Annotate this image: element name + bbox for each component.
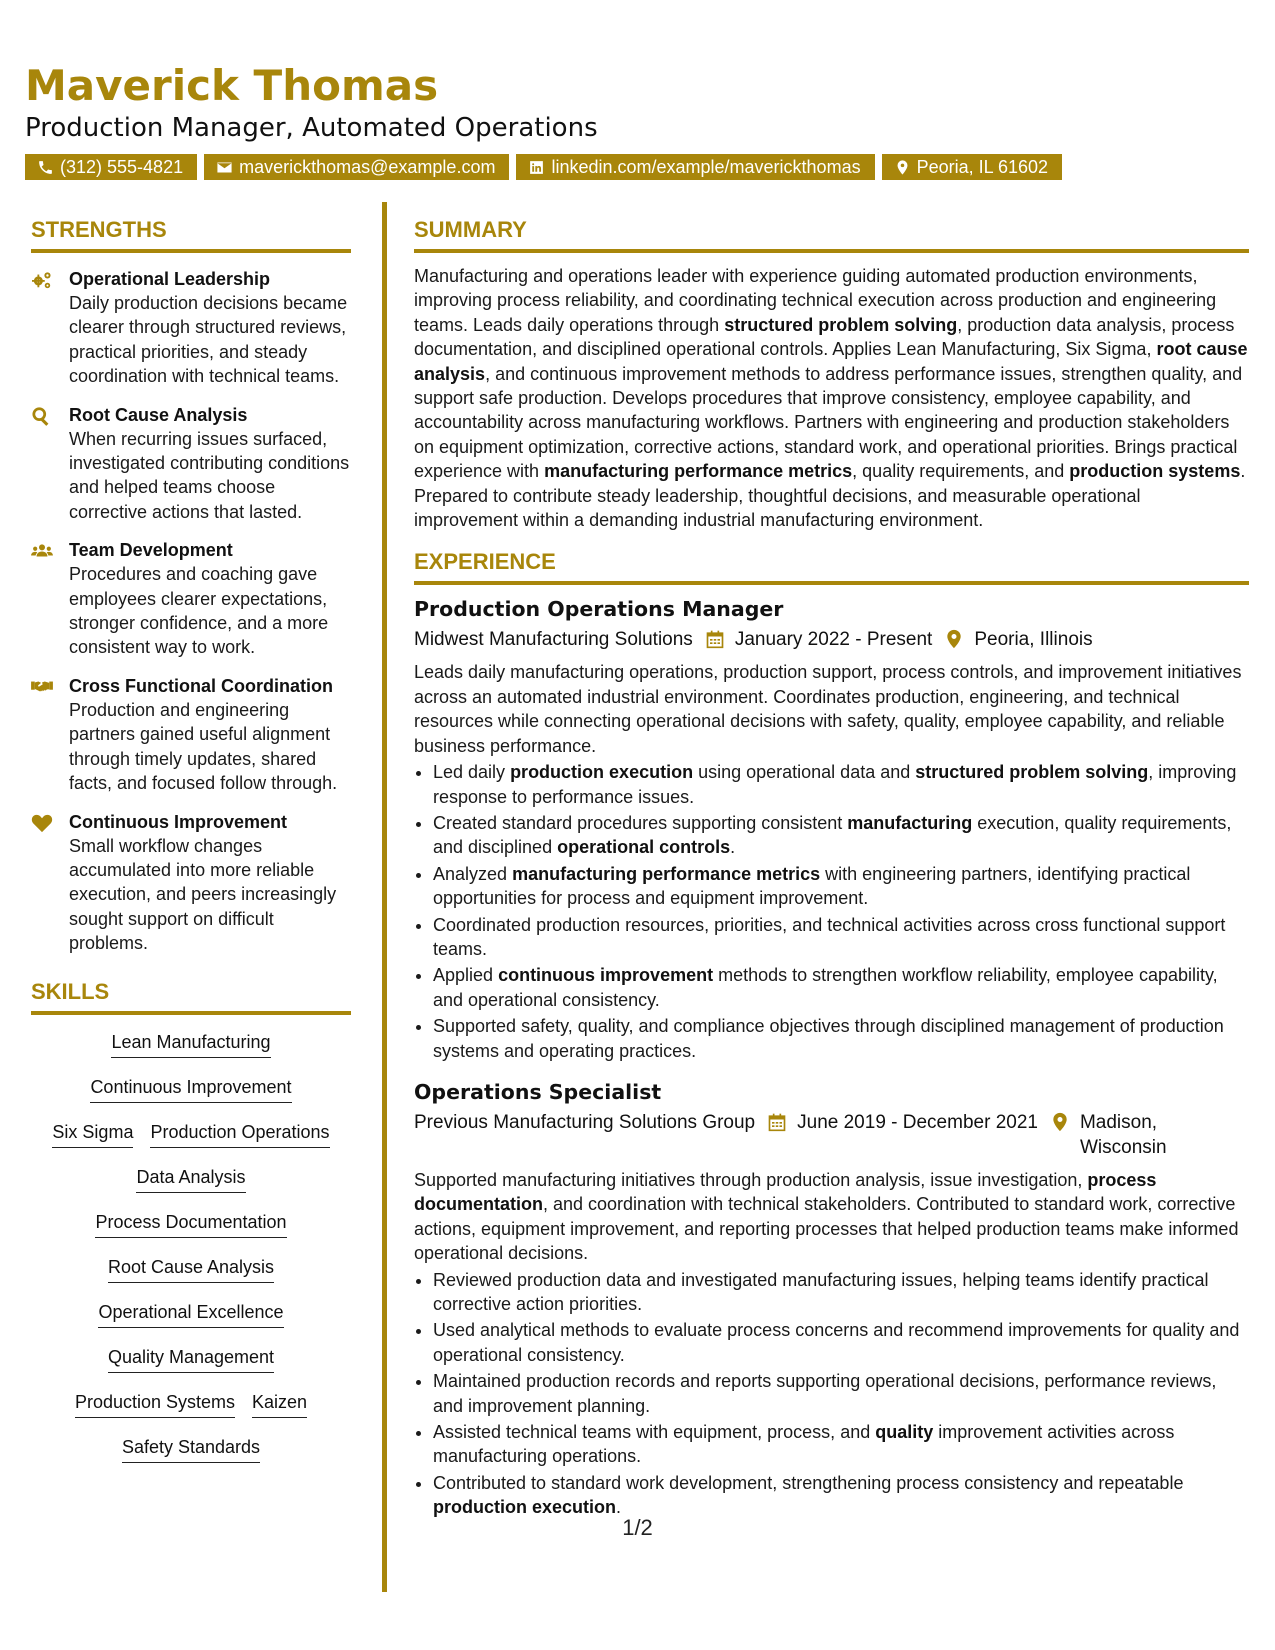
skill-tag: Quality Management <box>108 1346 274 1373</box>
emphasis-text: production execution <box>433 1497 617 1518</box>
strength-title: Root Cause Analysis <box>69 404 248 425</box>
text-run: , and continuous improvement methods to address performance issues, strengthen quality, and support safe production. Develops procedures that improve consistency, employee capability, and accountability across manufacturing workflows. Partners with engineering and production stakeholders on equipment optimization, corrective actions, standard work, and operational priorities. Brings practical experience with <box>414 363 1243 482</box>
job-entry <box>414 1077 1249 1520</box>
column-divider <box>382 202 387 1592</box>
strength-item <box>31 267 351 389</box>
text-run: Created standard procedures supporting consistent <box>433 812 848 833</box>
emphasis-text: quality <box>875 1422 934 1443</box>
text-run: with engineering partners, identifying practical opportunities for process and equipment improvement. <box>433 863 1191 909</box>
text-run: Applied <box>433 965 499 986</box>
strength-title: Team Development <box>69 540 233 561</box>
bullet-item <box>433 1014 1249 1063</box>
bullet-item <box>433 963 1249 1012</box>
skills-heading: SKILLS <box>31 978 351 1015</box>
job-entry <box>414 594 1249 1063</box>
phone-icon <box>37 159 54 176</box>
emphasis-text: manufacturing <box>847 812 973 833</box>
text-run: Manufacturing and operations leader with experience guiding automated production environments, improving process reliability, and coordinating technical execution across production and engineering teams. Leads daily operations through <box>414 266 1217 335</box>
location-text: Peoria, IL 61602 <box>916 157 1049 177</box>
bullet-item <box>433 760 1249 809</box>
text-run: Coordinated production resources, priorities, and technical activities across cross functional support teams. <box>433 914 1226 959</box>
email-text: maverickthomas@example.com <box>239 157 496 177</box>
calendar-icon <box>705 629 725 649</box>
left-column <box>31 216 351 1463</box>
text-run: Contributed to standard work development, strengthening process consistency and repeatable <box>433 1472 1184 1493</box>
job-location: Peoria, Illinois <box>974 629 1093 651</box>
strength-desc: Daily production decisions became clearer through structured reviews, practical priorities, and steady coordination with technical teams. <box>69 293 348 387</box>
text-run: Analyzed <box>433 863 513 884</box>
skill-tag: Production Operations <box>150 1121 329 1148</box>
skill-tag: Safety Standards <box>122 1436 260 1463</box>
job-bullets <box>414 1268 1249 1520</box>
job-meta <box>414 1110 1249 1160</box>
linkedin-icon <box>528 159 545 176</box>
bullet-item <box>433 913 1249 962</box>
job-title: Operations Specialist <box>414 1079 662 1104</box>
text-run: Assisted technical teams with equipment, process, and <box>433 1422 876 1443</box>
text-run: Supported manufacturing initiatives through production analysis, issue investigation, <box>414 1169 1088 1190</box>
job-dates: January 2022 - Present <box>734 629 933 651</box>
heart-icon <box>31 813 53 833</box>
strength-title: Cross Functional Coordination <box>69 675 333 696</box>
emphasis-text: structured problem solving <box>915 762 1149 783</box>
emphasis-text: manufacturing performance metrics <box>544 461 853 482</box>
strength-item <box>31 674 351 796</box>
map-pin-icon <box>1050 1112 1070 1132</box>
text-run: Supported safety, quality, and compliance objectives through disciplined management of production systems and operating practices. <box>433 1016 1224 1061</box>
skill-tag: Continuous Improvement <box>90 1076 291 1103</box>
phone-text: (312) 555-4821 <box>60 157 184 177</box>
candidate-name: Maverick Thomas <box>25 61 439 110</box>
emphasis-text: operational controls <box>557 837 731 858</box>
contact-location <box>882 154 1062 180</box>
contact-phone[interactable] <box>25 154 197 180</box>
magnifier-icon <box>31 406 53 426</box>
emphasis-text: production execution <box>510 762 694 783</box>
emphasis-text: root cause analysis <box>414 339 1248 384</box>
text-run: execution, quality requirements, and disciplined <box>433 812 1232 858</box>
resume-header <box>25 62 1255 180</box>
bullet-item <box>433 1318 1249 1367</box>
bullet-item <box>433 811 1249 860</box>
summary-heading: SUMMARY <box>414 216 1249 253</box>
emphasis-text: manufacturing performance metrics <box>512 863 821 884</box>
job-company: Midwest Manufacturing Solutions <box>414 629 693 651</box>
bullet-item <box>433 1369 1249 1418</box>
strength-item <box>31 403 351 525</box>
text-run: using operational data and <box>693 762 916 783</box>
map-pin-icon <box>944 629 964 649</box>
skill-tag: Data Analysis <box>136 1166 245 1193</box>
emphasis-text: production systems <box>1069 461 1241 482</box>
text-run: Reviewed production data and investigated manufacturing issues, helping teams identify practical corrective action priorities. <box>433 1269 1209 1314</box>
skill-tag: Production Systems <box>75 1391 235 1418</box>
text-run: , improving response to performance issues. <box>433 762 1237 807</box>
job-dates: June 2019 - December 2021 <box>797 1111 1038 1133</box>
text-run: Maintained production records and reports supporting operational decisions, performance reviews, and improvement planning. <box>433 1371 1217 1416</box>
skill-tag: Root Cause Analysis <box>108 1256 274 1283</box>
strength-title: Operational Leadership <box>69 269 271 289</box>
text-run: improvement activities across manufacturing operations. <box>433 1422 1175 1467</box>
strength-desc: Small workflow changes accumulated into more reliable execution, and peers increasingly sought support on difficult problems. <box>69 835 337 954</box>
job-title: Production Operations Manager <box>414 597 784 622</box>
job-meta <box>414 627 1249 652</box>
job-description <box>414 1168 1249 1266</box>
text-run: methods to strengthen workflow reliability, employee capability, and operational consistency. <box>433 965 1218 1010</box>
text-run: . <box>616 1497 622 1518</box>
strength-title: Continuous Improvement <box>69 811 288 832</box>
gears-icon <box>31 270 53 290</box>
experience-heading: EXPERIENCE <box>414 548 1249 585</box>
bullet-item <box>433 1268 1249 1317</box>
contact-linkedin[interactable] <box>516 154 874 180</box>
summary-text <box>414 264 1249 532</box>
skill-tag: Six Sigma <box>52 1121 133 1148</box>
skill-tag: Operational Excellence <box>98 1301 283 1328</box>
text-run: Led daily <box>433 762 511 783</box>
job-location: Madison, Wisconsin <box>1079 1111 1167 1158</box>
skill-tag: Lean Manufacturing <box>111 1031 270 1058</box>
job-bullets <box>414 760 1249 1063</box>
job-description: Leads daily manufacturing operations, production support, process controls, and improvement initiatives across an automated industrial environment. Coordinates production, engineering, and technical resources while connecting operational decisions with safety, quality, employee capability, and reliable business performance. <box>414 662 1242 756</box>
candidate-title: Production Manager, Automated Operations <box>25 113 598 143</box>
skills-list <box>31 1031 351 1463</box>
linkedin-text: linkedin.com/example/maverickthomas <box>551 157 861 177</box>
emphasis-text: continuous improvement <box>498 965 714 986</box>
bullet-item <box>433 1471 1249 1520</box>
map-pin-icon <box>894 159 911 176</box>
strength-desc: Production and engineering partners gained useful alignment through timely updates, shared facts, and focused follow through. <box>69 699 338 794</box>
skill-tag: Process Documentation <box>95 1211 286 1238</box>
skill-tag: Kaizen <box>252 1391 307 1418</box>
job-company: Previous Manufacturing Solutions Group <box>414 1111 756 1133</box>
strength-item <box>31 538 351 660</box>
calendar-icon <box>767 1112 787 1132</box>
text-run: , quality requirements, and <box>852 461 1070 482</box>
contact-email[interactable] <box>204 154 509 180</box>
bullet-item <box>433 862 1249 911</box>
text-run: Used analytical methods to evaluate process concerns and recommend improvements for quality and operational consistency. <box>433 1320 1240 1365</box>
people-group-icon <box>31 541 53 561</box>
right-column <box>414 216 1249 1522</box>
bullet-item <box>433 1420 1249 1469</box>
strength-desc: Procedures and coaching gave employees clearer expectations, stronger confidence, and a more consistent way to work. <box>69 564 329 658</box>
text-run: . <box>730 837 736 858</box>
envelope-icon <box>216 159 233 176</box>
contact-bar <box>25 154 1255 180</box>
text-run: , production data analysis, process documentation, and disciplined operational controls. Applies Lean Manufacturing, Six Sigma, <box>414 314 1235 360</box>
strength-desc: When recurring issues surfaced, investigated contributing conditions and helped teams choose corrective actions that lasted. <box>69 428 350 522</box>
handshake-icon <box>31 677 53 697</box>
text-run: . Prepared to contribute steady leadership, thoughtful decisions, and measurable operational improvement within a demanding industrial manufacturing environment. <box>414 461 1246 531</box>
emphasis-text: process documentation <box>414 1169 1157 1215</box>
page-number: 1/2 <box>622 1515 653 1540</box>
strength-item <box>31 810 351 956</box>
strengths-heading: STRENGTHS <box>31 216 351 253</box>
emphasis-text: structured problem solving <box>724 314 958 335</box>
text-run: , and coordination with technical stakeholders. Contributed to standard work, corrective actions, equipment improvement, and reporting processes that helped production teams make informed operational decisions. <box>414 1194 1239 1264</box>
